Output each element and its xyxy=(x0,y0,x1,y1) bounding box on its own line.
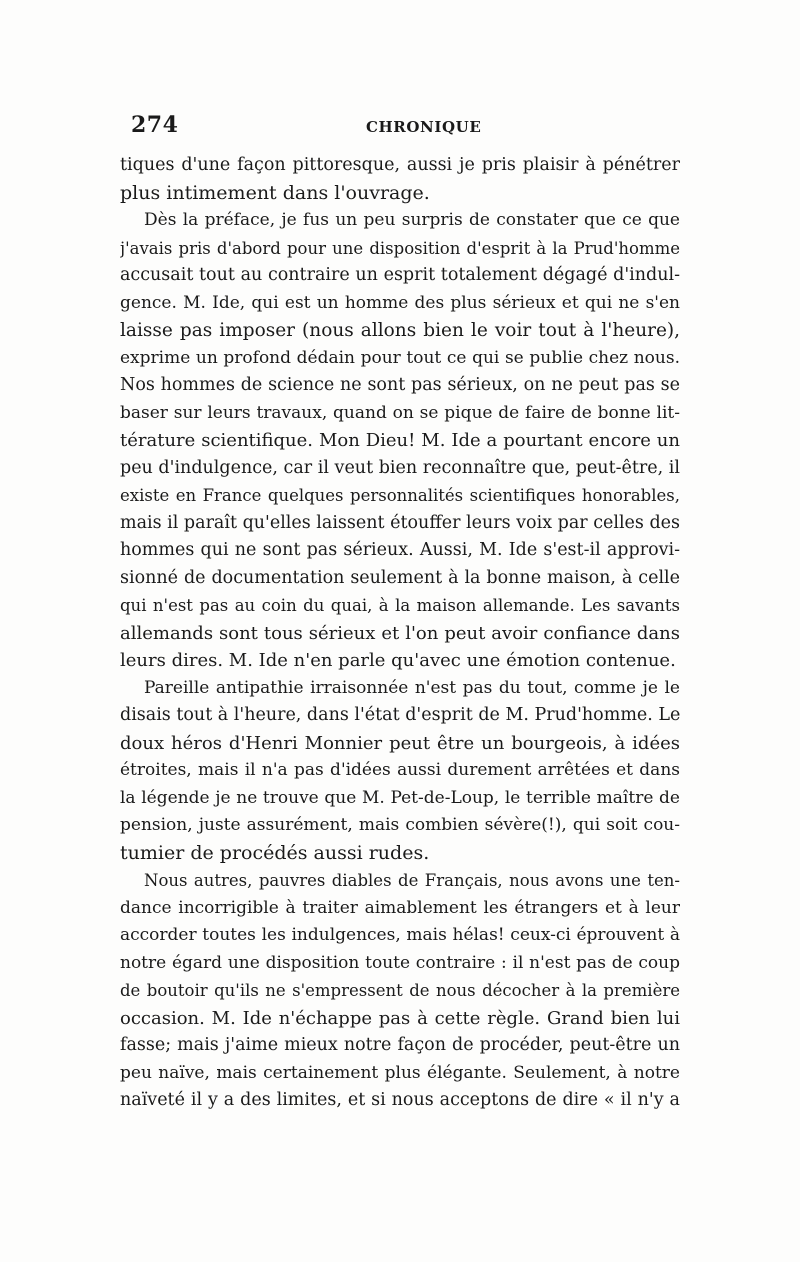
text-line: Nous autres, pauvres diables de Français, nous avons une ten- xyxy=(144,871,680,890)
text-line: accusait tout au contraire un esprit totalement dégagé d'indul- xyxy=(120,265,680,285)
text-line: fasse; mais j'aime mieux notre façon de procéder, peut-être un xyxy=(120,1035,680,1055)
text-line: peu d'indulgence, car il veut bien reconnaître que, peut-être, il xyxy=(120,457,680,478)
text-line: tiques d'une façon pittoresque, aussi je pris plaisir à pénétrer xyxy=(120,155,680,175)
text-line: exprime un profond dédain pour tout ce qui se publie chez nous. xyxy=(120,347,680,368)
text-line: accorder toutes les indulgences, mais hélas! ceux-ci éprouvent à xyxy=(120,925,680,945)
running-title: CHRONIQUE xyxy=(366,118,482,136)
text-line: sionné de documentation seulement à la bonne maison, à celle xyxy=(120,567,680,588)
text-line: disais tout à l'heure, dans l'état d'esprit de M. Prud'homme. Le xyxy=(120,705,680,725)
text-line: existe en France quelques personnalités scientifiques honorables, xyxy=(120,486,680,505)
text-line: Nos hommes de science ne sont pas sérieux, on ne peut pas se xyxy=(120,375,680,395)
text-line: étroites, mais il n'a pas d'idées aussi durement arrêtées et dans xyxy=(120,760,680,780)
page-header xyxy=(131,112,671,142)
text-line: Dès la préface, je fus un peu surpris de constater que ce que xyxy=(144,210,680,230)
text-line: tumier de procédés aussi rudes. xyxy=(120,841,430,864)
text-line: doux héros d'Henri Monnier peut être un bourgeois, à idées xyxy=(120,732,680,754)
text-line: baser sur leurs travaux, quand on se pique de faire de bonne lit- xyxy=(120,402,680,423)
text-line: térature scientifique. Mon Dieu! M. Ide a pourtant encore un xyxy=(120,430,680,451)
text-line: la légende je ne trouve que M. Pet-de-Loup, le terrible maître de xyxy=(120,787,680,808)
text-line: gence. M. Ide, qui est un homme des plus sérieux et qui ne s'en xyxy=(120,292,680,313)
text-line: naïveté il y a des limites, et si nous acceptons de dire « il n'y a xyxy=(120,1090,680,1110)
text-line: de boutoir qu'ils ne s'empressent de nous décocher à la première xyxy=(120,981,680,1000)
text-line: hommes qui ne sont pas sérieux. Aussi, M. Ide s'est-il approvi- xyxy=(120,540,680,560)
text-line: allemands sont tous sérieux et l'on peut avoir confiance dans xyxy=(120,622,680,644)
text-line: occasion. M. Ide n'échappe pas à cette règle. Grand bien lui xyxy=(120,1007,680,1029)
text-line: peu naïve, mais certainement plus élégante. Seulement, à notre xyxy=(120,1062,680,1083)
body-text xyxy=(120,152,680,1115)
text-line: pension, juste assurément, mais combien sévère(!), qui soit cou- xyxy=(120,815,680,835)
text-line: leurs dires. M. Ide n'en parle qu'avec une émotion contenue. xyxy=(120,650,676,671)
text-line: plus intimement dans l'ouvrage. xyxy=(120,181,430,204)
text-line: dance incorrigible à traiter aimablement les étrangers et à leur xyxy=(120,897,680,918)
text-line: Pareille antipathie irraisonnée n'est pas du tout, comme je le xyxy=(144,677,680,698)
page-number: 274 xyxy=(131,112,179,138)
text-line: mais il paraît qu'elles laissent étouffer leurs voix par celles des xyxy=(120,512,680,533)
text-line: j'avais pris d'abord pour une disposition d'esprit à la Prud'homme xyxy=(120,238,680,258)
text-line: laisse pas imposer (nous allons bien le voir tout à l'heure), xyxy=(120,320,680,341)
text-line: qui n'est pas au coin du quai, à la maison allemande. Les savants xyxy=(120,596,680,615)
text-line: notre égard une disposition toute contraire : il n'est pas de coup xyxy=(120,952,680,973)
